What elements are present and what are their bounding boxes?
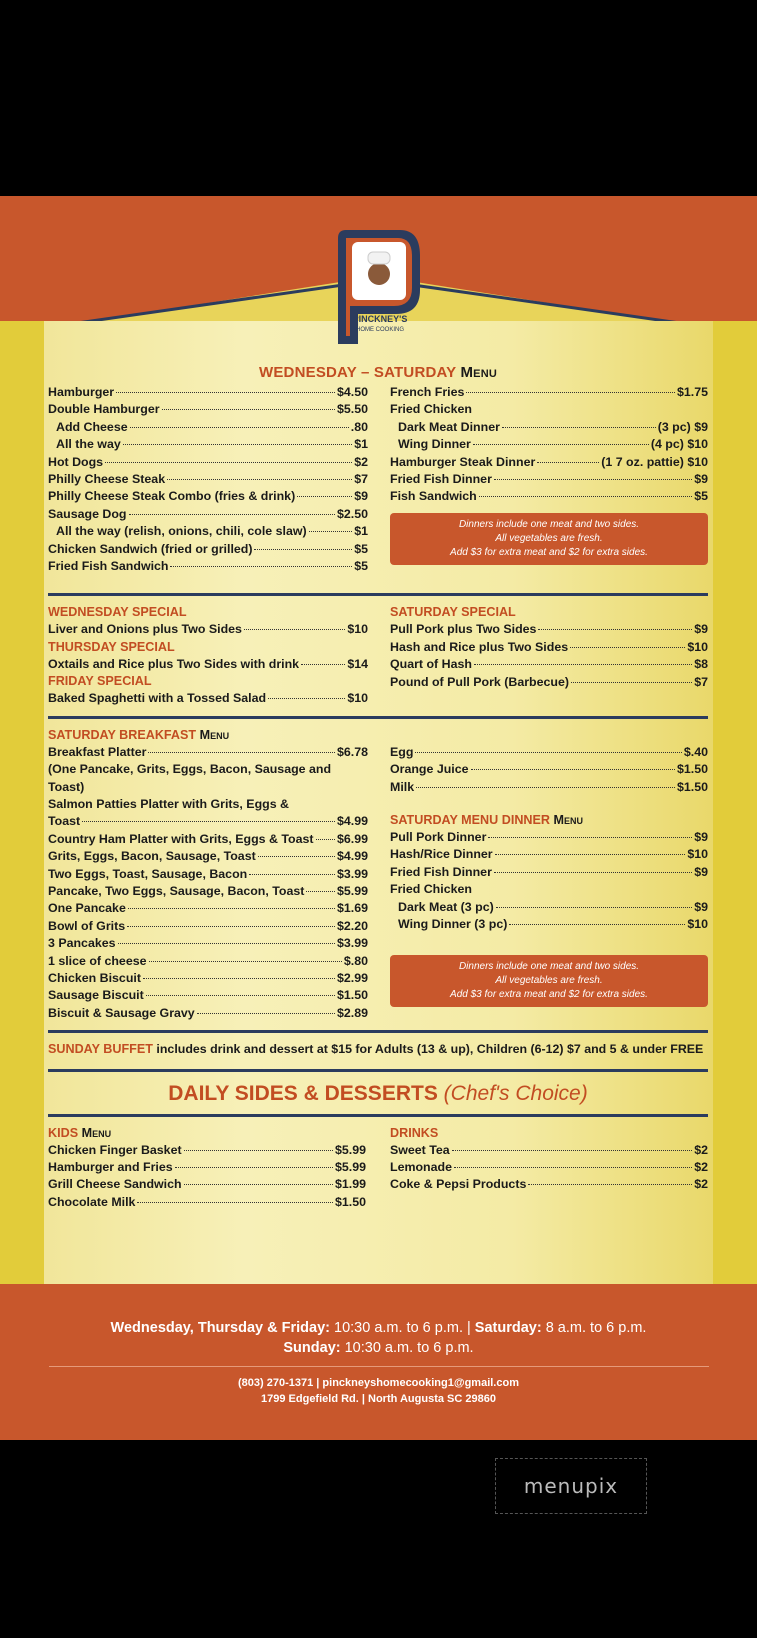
menu-item: Grill Cheese Sandwich $1.99 bbox=[48, 1177, 366, 1192]
menu-text: Fried Chicken bbox=[390, 402, 472, 417]
menu-item: Egg $.40 bbox=[390, 744, 708, 759]
menu-item: Quart of Hash $8 bbox=[390, 657, 708, 672]
logo-text: PINCKNEY'S bbox=[352, 314, 408, 324]
menu-item: Chocolate Milk $1.50 bbox=[48, 1194, 366, 1209]
menu-item: Pull Pork plus Two Sides $9 bbox=[390, 622, 708, 637]
menu-item: Fried Fish Sandwich $5 bbox=[48, 559, 368, 574]
divider bbox=[48, 593, 708, 596]
divider bbox=[48, 1114, 708, 1117]
menu-text: Fried Chicken bbox=[390, 882, 472, 897]
menu-item: 3 Pancakes $3.99 bbox=[48, 936, 368, 951]
menu-item: Dark Meat (3 pc) $9 bbox=[398, 899, 708, 914]
menu-item: Milk $1.50 bbox=[390, 779, 708, 794]
kids-drinks bbox=[48, 1125, 708, 1212]
hours-line-2: Sunday: 10:30 a.m. to 6 p.m. bbox=[283, 1340, 474, 1356]
menu-item: Liver and Onions plus Two Sides $10 bbox=[48, 622, 368, 637]
menu-item: Fried Fish Dinner $9 bbox=[390, 472, 708, 487]
menu-item: Hash/Rice Dinner $10 bbox=[390, 847, 708, 862]
side-stripe-left bbox=[0, 321, 44, 1284]
menu-item: Pancake, Two Eggs, Sausage, Bacon, Toast $5.99 bbox=[48, 883, 368, 898]
kids-title: KIDS Menu bbox=[48, 1125, 112, 1140]
menu-item: Sweet Tea $2 bbox=[390, 1142, 708, 1157]
saturday-special-title: SATURDAY SPECIAL bbox=[390, 605, 516, 620]
menu-item: Hamburger $4.50 bbox=[48, 385, 368, 399]
friday-special-title: FRIDAY SPECIAL bbox=[48, 674, 152, 689]
menu-item: Philly Cheese Steak $7 bbox=[48, 472, 368, 487]
menu-item: Lemonade $2 bbox=[390, 1160, 708, 1174]
side-stripe-right bbox=[713, 321, 757, 1284]
menu-item: One Pancake $1.69 bbox=[48, 901, 368, 916]
menu-item: Sausage Dog $2.50 bbox=[48, 506, 368, 521]
hours-line-1: Wednesday, Thursday & Friday: 10:30 a.m. to 6 p.m. | Saturday: 8 a.m. to 6 p.m. bbox=[110, 1320, 647, 1336]
wed-sat-right bbox=[390, 384, 708, 575]
menu-item: French Fries $1.75 bbox=[390, 385, 708, 399]
dinner-note: Dinners include one meat and two sides. All vegetables are fresh. Add $3 for extra meat and $2 for extra sides. bbox=[390, 513, 708, 565]
menu-item: Chicken Biscuit $2.99 bbox=[48, 970, 368, 985]
watermark: menupix bbox=[495, 1458, 647, 1514]
menu-item: Hot Dogs $2 bbox=[48, 454, 368, 469]
menu-item: Breakfast Platter $6.78 bbox=[48, 744, 368, 759]
menu-item: All the way (relish, onions, chili, cole slaw) $1 bbox=[56, 524, 368, 539]
menu-item: Two Eggs, Toast, Sausage, Bacon $3.99 bbox=[48, 866, 368, 881]
menu-item: 1 slice of cheese $.80 bbox=[48, 953, 368, 968]
menu-item: Toast $4.99 bbox=[48, 814, 368, 829]
menu-item: Pull Pork Dinner $9 bbox=[390, 829, 708, 844]
sides-desserts-title: DAILY SIDES & DESSERTS (Chef's Choice) bbox=[168, 1081, 588, 1105]
menu-item: Dark Meat Dinner (3 pc) $9 bbox=[398, 419, 708, 434]
breakfast-section bbox=[48, 727, 708, 1023]
menu-item: Wing Dinner (3 pc) $10 bbox=[398, 916, 708, 931]
menu-item: Wing Dinner (4 pc) $10 bbox=[398, 437, 708, 452]
chef-icon bbox=[368, 263, 390, 285]
specials bbox=[48, 604, 708, 707]
menu-item: Hamburger Steak Dinner (1 7 oz. pattie) $10 bbox=[390, 454, 708, 469]
menu-item: Baked Spaghetti with a Tossed Salad $10 bbox=[48, 691, 368, 706]
menu-item: Country Ham Platter with Grits, Eggs & Toast $6.99 bbox=[48, 831, 368, 846]
footer bbox=[0, 1318, 757, 1407]
menu-item: Add Cheese .80 bbox=[56, 419, 368, 434]
menu-item: Sausage Biscuit $1.50 bbox=[48, 988, 368, 1003]
wed-sat-left bbox=[48, 384, 368, 575]
divider bbox=[48, 1030, 708, 1033]
menu-text: Salmon Patties Platter with Grits, Eggs & bbox=[48, 796, 289, 811]
divider bbox=[48, 716, 708, 719]
sat-dinner-title: SATURDAY MENU DINNER Menu bbox=[390, 812, 584, 827]
contact-line-1: (803) 270-1371 | pinckneyshomecooking1@gmail.com bbox=[238, 1377, 519, 1389]
menu-item: Chicken Sandwich (fried or grilled) $5 bbox=[48, 541, 368, 556]
drinks-title: DRINKS bbox=[390, 1125, 439, 1140]
menu-item: Orange Juice $1.50 bbox=[390, 762, 708, 777]
menu-item: Hash and Rice plus Two Sides $10 bbox=[390, 639, 708, 654]
menu-item: Pound of Pull Pork (Barbecue) $7 bbox=[390, 674, 708, 689]
menu-item: Coke & Pepsi Products $2 bbox=[390, 1177, 708, 1192]
menu-item: Hamburger and Fries $5.99 bbox=[48, 1160, 366, 1174]
footer-divider bbox=[49, 1366, 709, 1367]
menu-item: Chicken Finger Basket $5.99 bbox=[48, 1142, 366, 1157]
logo-subtext: HOME COOKING bbox=[355, 327, 405, 333]
menu-item: Bowl of Grits $2.20 bbox=[48, 918, 368, 933]
menu-item: Oxtails and Rice plus Two Sides with drink $14 bbox=[48, 656, 368, 671]
sunday-buffet: SUNDAY BUFFET includes drink and dessert at $15 for Adults (13 & up), Children (6-12) $7 and 5 & under FREE bbox=[48, 1042, 704, 1057]
thursday-special-title: THURSDAY SPECIAL bbox=[48, 639, 175, 654]
menu-content bbox=[48, 364, 708, 1211]
wed-sat-title: WEDNESDAY – SATURDAY Menu bbox=[258, 364, 498, 381]
menu-item: Double Hamburger $5.50 bbox=[48, 402, 368, 417]
menu-item: Fish Sandwich $5 bbox=[390, 489, 708, 504]
menu-item: All the way $1 bbox=[56, 437, 368, 452]
menu-item: Biscuit & Sausage Gravy $2.89 bbox=[48, 1005, 368, 1020]
wednesday-special-title: WEDNESDAY SPECIAL bbox=[48, 605, 187, 620]
divider bbox=[48, 1069, 708, 1072]
menu-item: Fried Fish Dinner $9 bbox=[390, 864, 708, 879]
logo bbox=[330, 228, 422, 346]
breakfast-title: SATURDAY BREAKFAST Menu bbox=[48, 727, 230, 742]
menu-item: Grits, Eggs, Bacon, Sausage, Toast $4.99 bbox=[48, 849, 368, 864]
menu-text: (One Pancake, Grits, Eggs, Bacon, Sausage and Toast) bbox=[48, 762, 332, 794]
menu-item: Philly Cheese Steak Combo (fries & drink) $9 bbox=[48, 489, 368, 504]
contact-line-2: 1799 Edgefield Rd. | North Augusta SC 29860 bbox=[261, 1393, 496, 1405]
dinner-note-2: Dinners include one meat and two sides. All vegetables are fresh. Add $3 for extra meat and $2 for extra sides. bbox=[390, 955, 708, 1007]
